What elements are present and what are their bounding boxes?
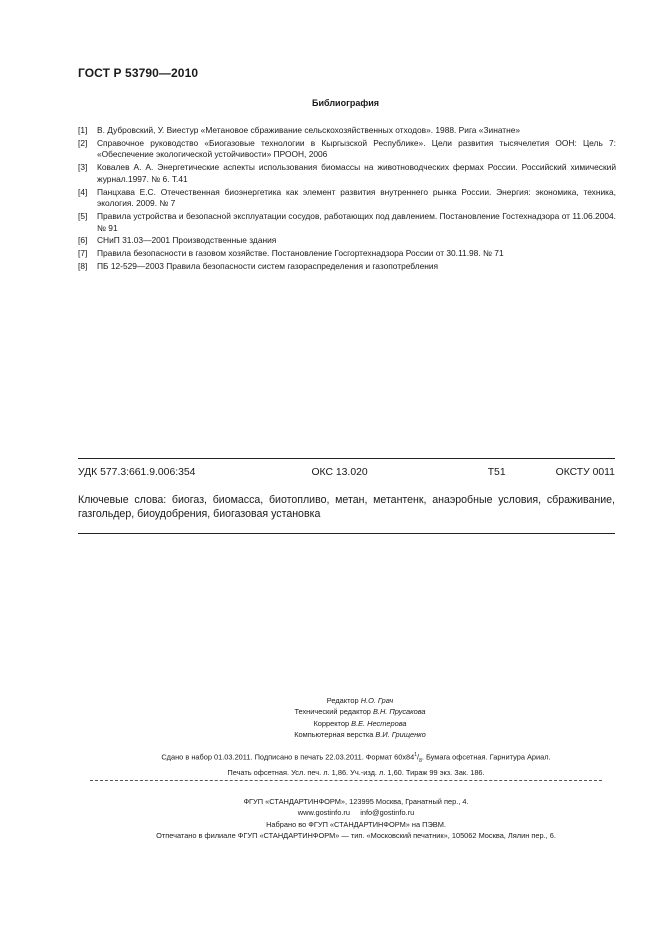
keywords: Ключевые слова: биогаз, биомасса, биотопливо, метан, метантенк, анаэробные условия, сбраживание, газгольдер, биоудобрения, биогазовая установка bbox=[78, 494, 615, 520]
tech-editor-name: В.Н. Прусакова bbox=[372, 707, 426, 717]
t-code: Т51 bbox=[487, 467, 506, 478]
bibliography-entry bbox=[78, 235, 616, 247]
format-denominator: 8 bbox=[419, 757, 422, 764]
entry-number: [1] bbox=[78, 125, 88, 135]
editor-name: Н.О. Грач bbox=[360, 696, 394, 705]
printer-email-link[interactable]: info@gostinfo.ru bbox=[360, 808, 415, 818]
entry-number: [8] bbox=[78, 260, 88, 271]
layout-label: Компьютерная верстка bbox=[294, 729, 374, 739]
bibliography-entry bbox=[78, 187, 616, 210]
corrector-label: Корректор bbox=[313, 718, 350, 728]
entry-text: В. Дубровский, У. Виестур «Метановое сбраживание сельскохозяйственных отходов». 1988. Рига «Зинатне» bbox=[97, 125, 521, 135]
oks-code: ОКС 13.020 bbox=[311, 467, 368, 478]
entry-number: [5] bbox=[78, 210, 88, 221]
entry-text: Правила безопасности в газовом хозяйстве. Постановление Госгортехнадзора России от 30.11.98. № 71 bbox=[97, 248, 504, 259]
printer-address: ФГУП «СТАНДАРТИНФОРМ», 123995 Москва, Гранатный пер., 4. bbox=[243, 797, 469, 806]
layout-line bbox=[150, 729, 570, 740]
bottom-divider bbox=[78, 533, 615, 534]
layout-name: В.И. Грищенко bbox=[375, 729, 426, 739]
corrector-line bbox=[150, 718, 570, 729]
publishing-info bbox=[90, 750, 622, 779]
bibliography-title: Библиография bbox=[312, 98, 379, 108]
publishing-line-2: Печать офсетная. Усл. печ. л. 1,86. Уч.-изд. л. 1,60. Тираж 99 экз. Зак. 186. bbox=[227, 768, 485, 778]
entry-text: ПБ 12-529—2003 Правила безопасности систем газораспределения и газопотребления bbox=[97, 260, 439, 271]
editor-line bbox=[150, 695, 570, 706]
printer-info bbox=[90, 796, 622, 841]
editor-label: Редактор bbox=[326, 696, 359, 705]
printer-contacts bbox=[90, 807, 622, 818]
entry-text: Ковалев А. А. Энергетические аспекты использования биомассы на животноводческих фермах России. Российский химический журнал.1997. № 6. Т.41 bbox=[97, 162, 616, 184]
standard-number: ГОСТ Р 53790—2010 bbox=[78, 66, 199, 80]
entry-text: Правила устройства и безопасной эксплуатации сосудов, работающих под давлением. Постановление Гостехнадзора от 11.06.2004. № 91 bbox=[97, 210, 616, 233]
top-divider bbox=[78, 458, 615, 459]
credits-block bbox=[150, 695, 570, 740]
entry-number: [7] bbox=[78, 248, 88, 259]
entry-number: [3] bbox=[78, 162, 88, 173]
publishing-line-1: Сдано в набор 01.03.2011. Подписано в печать 22.03.2011. Формат $60x84^1/_8$. Бумага офсетная. Гарнитура Ариал. bbox=[161, 752, 551, 764]
publishing-text: Сдано в набор 01.03.2011. Подписано в печать 22.03.2011. Формат 60x84 bbox=[161, 752, 415, 762]
bibliography-entry bbox=[78, 138, 616, 161]
bibliography-entry bbox=[78, 162, 616, 185]
printed-note: Отпечатано в филиале ФГУП «СТАНДАРТИНФОРМ» — тип. «Московский печатник», 105062 Москва, Лялин пер., 6. bbox=[156, 830, 556, 840]
dashed-divider bbox=[90, 780, 602, 781]
entry-number: [6] bbox=[78, 235, 88, 246]
classification-codes bbox=[78, 467, 615, 478]
bibliography-entry bbox=[78, 248, 616, 260]
entry-number: [4] bbox=[78, 186, 88, 197]
entry-text: Справочное руководство «Биогазовые технологии в Кыргызской Республике». Цели развития тысячелетия ООН: Цель 7: «Обеспечение экологической устойчивости» ПРООН, 2006 bbox=[97, 137, 616, 160]
bibliography-entry bbox=[78, 261, 616, 273]
publishing-text-cont: . Бумага офсетная. Гарнитура Ариал. bbox=[421, 752, 551, 762]
okstu-code: ОКСТУ 0011 bbox=[555, 467, 615, 478]
bibliography-entry bbox=[78, 211, 616, 234]
corrector-name: В.Е. Нестерова bbox=[351, 718, 407, 728]
typeset-note: Набрано во ФГУП «СТАНДАРТИНФОРМ» на ПЭВМ. bbox=[266, 819, 446, 829]
bibliography-list bbox=[78, 125, 616, 273]
entry-number: [2] bbox=[78, 137, 88, 148]
entry-text: СНиП 31.03—2001 Производственные здания bbox=[97, 235, 277, 246]
format-numerator: 1 bbox=[414, 752, 418, 758]
bibliography-entry bbox=[78, 125, 616, 137]
printer-site-link[interactable]: www.gostinfo.ru bbox=[297, 808, 350, 818]
tech-editor-line bbox=[150, 706, 570, 717]
tech-editor-label: Технический редактор bbox=[294, 707, 371, 717]
udk-code: УДК 577.3:661.9.006:354 bbox=[78, 467, 196, 478]
entry-text: Панцхава Е.С. Отечественная биоэнергетика как элемент развития внутреннего рынка России. Энергия: экономика, техника, экология. 2009. № 7 bbox=[97, 186, 616, 209]
